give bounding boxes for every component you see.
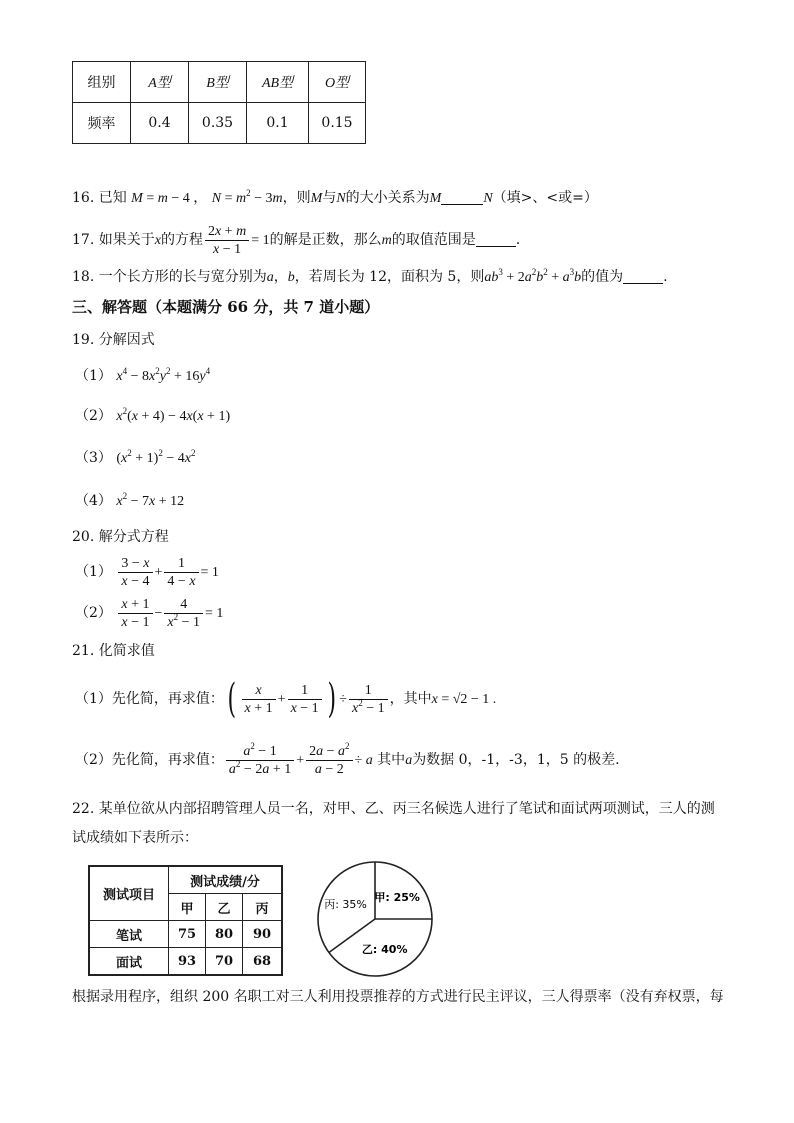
question-19-title (72, 331, 155, 349)
blood-type-table (72, 61, 366, 144)
q19-item-2: （2） $x^2(x + 4) - 4x(x + 1)$ (75, 406, 231, 424)
question-number: 21. (72, 643, 95, 659)
question-text: 其中 (377, 752, 406, 768)
section-title: 三、解答题（本题满分 66 分，共 7 道小题） (72, 298, 380, 316)
answer-blank[interactable] (623, 270, 663, 284)
question-text: （2）先化简，再求值： (75, 752, 224, 768)
question-text: 解分式方程 (98, 529, 169, 545)
table-corner: 测试项目 (89, 866, 169, 921)
table-cell: 68 (243, 948, 283, 976)
table-cell: 80 (206, 921, 243, 948)
q21-item-1: （1）先化简，再求值：( $\frac{x}{x + 1}$ + $\frac{1}{x - 1}$ ) ÷ $\frac{1}{x^2 - 1}$ ，其中x = √2 − 1 . (75, 676, 497, 722)
question-text: 为数据 0，-1，-3，1，5 的极差. (412, 752, 620, 768)
q20-item-1: （1） $\frac{3 - x}{x - 4}$ + $\frac{1}{4 - x}$ = 1 (75, 555, 219, 589)
table-cell: 甲 (169, 894, 206, 921)
table-row (89, 948, 282, 976)
item-label: （4） (75, 493, 112, 509)
question-text: 分解因式 (98, 332, 155, 348)
question-16: 16. 已知 M = m − 4 ， $N = m^2 - 3m$，则M与N的大小关系为M N（填>、<或=） (72, 188, 598, 206)
question-number: 16. (72, 190, 95, 206)
answer-blank[interactable] (441, 191, 483, 205)
fraction: $\frac{2x + m}{x - 1}$ (205, 223, 249, 258)
item-label: （1） (75, 564, 112, 580)
table-cell: 频率 (73, 103, 131, 144)
pie-slice-label: 乙: 40% (361, 942, 408, 956)
pie-slice-label: 丙: 35% (324, 897, 367, 911)
table-cell: 0.15 (309, 103, 366, 144)
question-number: 17. (72, 232, 95, 248)
table-cell: A型 (131, 62, 189, 103)
table-cell: 丙 (243, 894, 283, 921)
question-text: 的方程 (160, 232, 203, 248)
question-20-title (72, 528, 169, 546)
question-text: ，若周长为 12，面积为 5，则 (294, 269, 485, 285)
table-row (89, 866, 282, 894)
question-18: 18. 一个长方形的长与宽分别为a，b，若周长为 12，面积为 5，则$ab^3 + 2a^2b^2 + a^3b$的值为 . (72, 267, 668, 285)
table-row (73, 62, 366, 103)
question-17: 17. 如果关于x的方程 $\frac{2x + m}{x - 1}$ = 1的解是正数，那么m的取值范围是 . (72, 223, 521, 257)
table-cell: 70 (206, 948, 243, 976)
score-table (88, 865, 283, 976)
table-cell: O型 (309, 62, 366, 103)
q20-item-2: （2） $\frac{x + 1}{x - 1}$ − $\frac{4}{x^2 - 1}$ = 1 (75, 596, 224, 630)
table-group-header: 测试成绩/分 (169, 866, 283, 894)
table-cell: 90 (243, 921, 283, 948)
question-22 (72, 800, 715, 818)
item-label: （2） (75, 605, 112, 621)
question-22-line2: 试成绩如下表所示： (72, 830, 198, 846)
question-text: 某单位欲从内部招聘管理人员一名，对甲、乙、丙三名候选人进行了笔试和面试两项测试，三人的测 (98, 801, 715, 817)
q19-item-3: （3） $(x^2 + 1)^2 - 4x^2$ (75, 448, 196, 466)
question-number: 19. (72, 332, 95, 348)
table-cell: B型 (189, 62, 247, 103)
period: . (515, 232, 521, 248)
question-text: ，其中 (389, 691, 432, 707)
vote-pie-chart (310, 856, 440, 982)
table-cell: 0.4 (131, 103, 189, 144)
table-cell: 0.35 (189, 103, 247, 144)
question-text: 的大小关系为 (345, 190, 430, 206)
question-text: （1）先化简，再求值： (75, 691, 224, 707)
table-cell: 93 (169, 948, 206, 976)
question-text: 的取值范围是 (391, 232, 476, 248)
question-text: （填>、<或=） (492, 190, 598, 206)
item-label: （3） (75, 450, 112, 466)
table-cell: 75 (169, 921, 206, 948)
question-text: 一个长方形的长与宽分别为 (98, 269, 267, 285)
table-row (89, 921, 282, 948)
period: . (663, 269, 668, 285)
question-text: 的值为 (581, 269, 624, 285)
question-22-line3: 根据录用程序，组织 200 名职工对三人利用投票推荐的方式进行民主评议，三人得票率（没有弃权票，每 (72, 989, 724, 1005)
table-cell: 笔试 (89, 921, 169, 948)
question-number: 20. (72, 529, 95, 545)
question-text: 如果关于 (98, 232, 155, 248)
question-text: ，则 (282, 190, 311, 206)
q19-item-1: （1） $x^4 - 8x^2y^2 + 16y^4$ (75, 366, 211, 384)
question-21-title (72, 642, 155, 660)
q21-item-2: （2）先化简，再求值： $\frac{a^2 - 1}{a^2 - 2a + 1}$ + $\frac{2a - a^2}{a - 2}$ ÷ a 其中a为数据 0，-1，-3，1，5 的极差. (75, 740, 620, 777)
table-cell: AB型 (247, 62, 309, 103)
table-cell: 乙 (206, 894, 243, 921)
table-cell: 组别 (73, 62, 131, 103)
question-text: 的解是正数，那么 (269, 232, 382, 248)
pie-slice-label: 甲: 25% (374, 890, 420, 904)
question-text: 已知 (98, 190, 127, 206)
answer-blank[interactable] (476, 233, 516, 247)
question-text: 化简求值 (98, 643, 155, 659)
table-row (73, 103, 366, 144)
question-number: 22. (72, 801, 95, 817)
item-label: （2） (75, 408, 112, 424)
item-label: （1） (75, 368, 112, 384)
table-cell: 面试 (89, 948, 169, 976)
question-number: 18. (72, 269, 95, 285)
question-text: 与 (322, 190, 337, 206)
q19-item-4: （4） $x^2 - 7x + 12$ (75, 491, 185, 509)
table-cell: 0.1 (247, 103, 309, 144)
